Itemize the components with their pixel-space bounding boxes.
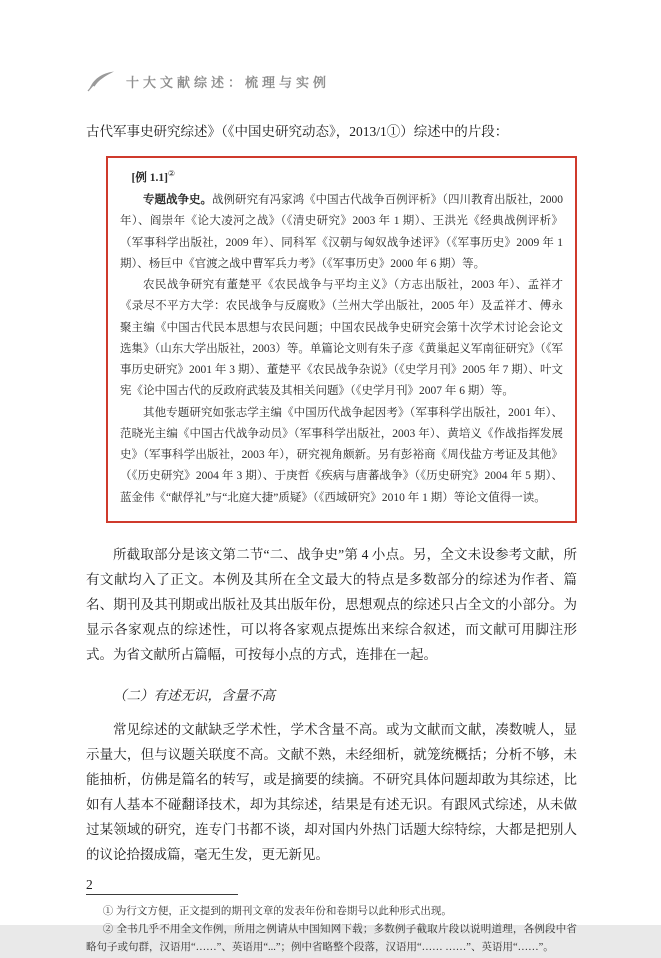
example-paragraph-2: 农民战争研究有董楚平《农民战争与平均主义》（方志出版社，2003 年）、孟祥才《录尽不平方大学：农民战争与反腐败》（兰州大学出版社，2005 年）及孟祥才、傅永聚主编《中国古代民本思想与农民问题；中国农民战争史研究会第十次学术讨论会论文选集》（山东大学出版社，2003）等。单篇论文则有朱子彦《黄巢起义军南征研究》（《军事历史研究》2001 年 3 期）、董楚平《农民战争杂说》（《史学月刊》2005 年 7 期）、叶文宪《论中国古代的反政府武装及其相关问题》（《史学月刊》2007 年 6 期）等。 [120,279,563,398]
discussion-paragraph: 常见综述的文献缺乏学术性，学术含量不高。或为文献而文献，凑数唬人，显示量大，但与议题关联度不高。文献不熟，未经细析，就笼统概括；分析不够，未能抽析，仿佛是篇名的转写，或是摘要的续摘。不研究具体问题却敢为其综述，比如有人基本不碰翻译技术，却为其综述，结果是有述无识。有跟风式综述，从未做过某领域的研究，连专门书都不谈，却对国内外热门话题大综特综，大都是把别人的议论拾掇成篇，毫无生发，更无新见。 [86,721,577,862]
intro-line: 古代军事史研究综述》（《中国史研究动态》，2013/1①）综述中的片段： [86,124,509,139]
running-head-title: 十大文献综述：梳理与实例 [126,74,331,90]
footnote-divider [86,894,238,895]
example-paragraph-3: 其他专题研究如张志学主编《中国历代战争起因考》（军事科学出版社，2001 年）、范晓光主编《中国古代战争动员》（军事科学出版社，2003 年）、黄培义《作战指挥发展史》（军事科学出版社，2003 年），研究视角颇新。另有彭裕商《周伐盐方考证及其他》（《历史研究》2004 年 3 期）、于庚哲《疾病与唐蕃战争》（《历史研究》2004 年 5 期）、蓝金伟《“献俘礼”与“北庭大捷”质疑》（《西域研究》2010 年 1 期）等论文值得一读。 [120,406,563,504]
footnote-2: ② 全书几乎不用全文作例，所用之例请从中国知网下载；多数例子截取片段以说明道理，各例段中省略句子或句群，汉语用“……”、英语用“...”；例中省略整个段落，汉语用“…… ……”、英语用“……”。 [86,923,577,954]
example-paragraph-1-lead: 专题战争史。 [143,193,213,206]
footnotes-area [86,894,577,958]
commentary-paragraph: 所截取部分是该文第二节“二、战争史”第 4 小点。另，全文未设参考文献，所有文献均入了正文。本例及其所在全文最大的特点是多数部分的综述为作者、篇名、期刊及其刊期或出版社及其出版年份，思想观点的综述只占全文的小部分。为显示各家观点的综述性，可以将各家观点提炼出来综合叙述，而文献可用脚注形式。为省文献所占篇幅，可按每小点的方式，连排在一起。 [86,546,577,662]
footnote-1: ① 为行文方便，正文提到的期刊文章的发表年份和卷期号以此种形式出现。 [102,905,452,917]
section-subheading: （二）有述无识，含量不高 [113,687,275,703]
page-number: 2 [86,877,93,892]
example-paragraph-1 [120,190,563,275]
example-label-line [120,166,563,190]
quill-pen-icon [86,70,116,92]
example-label: [例 1.1] [131,172,168,185]
example-paragraph-1-text: 战例研究有冯家鸿《中国古代战争百例评析》（四川教育出版社，2000 年）、阎崇年《论大凌河之战》（《清史研究》2003 年 1 期）、王洪光《经典战例评析》（军事科学出版社，2009 年）、同科军《汉朝与匈奴战争述评》（《军事历史》2009 年 1 期）、杨巨中《官渡之战中曹军兵力考》（《军事历史》2000 年 6 期）等。 [120,193,564,270]
page-header [86,70,577,92]
example-box [106,156,577,523]
example-label-footnote-mark: ② [167,169,176,179]
